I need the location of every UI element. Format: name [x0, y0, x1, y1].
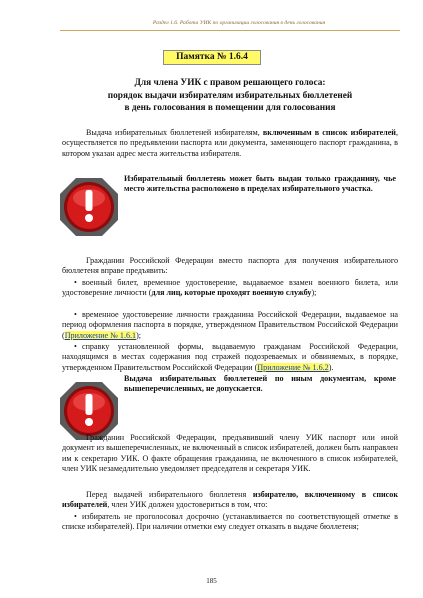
citizens-bullet-1: • военный билет, временное удостоверение, выдаваемое взамен военного билета, или удостоверение личности (для лиц, которые проходят военную службу);	[62, 278, 398, 298]
document-title	[62, 77, 398, 115]
running-header: Раздел 1.6. Работа УИК по организации голосования в день голосования	[152, 20, 326, 26]
unlisted-citizen-paragraph: Гражданин Российской Федерации, предъявивший члену УИК паспорт или иной документ из вышеперечисленных, не включенный в список избирателей, должен быть направлен им к секретарю УИК. О факте обращения гражданина, не включенного в список избирателей, член УИК незамедлительно уведомляет председателя и секретаря УИК.	[62, 433, 398, 474]
title-line-2: порядок выдачи избирателям избирательных бюллетеней	[107, 90, 353, 101]
title-line-1: Для члена УИК с правом решающего голоса:	[134, 78, 326, 88]
page-number: 185	[206, 577, 217, 585]
bullet-marker: •	[74, 512, 77, 521]
title-line-3: в день голосования в помещении для голосования	[124, 103, 336, 113]
verify-bullet-1: • избиратель не проголосовал досрочно (устанавливается по соответствующей отметке в списке избирателей). При наличии отметки ему следует отказать в выдаче бюллетеня;	[62, 512, 398, 532]
before-issuing-paragraph: Перед выдачей избирательного бюллетеня избирателю, включенному в список избирателей, член УИК должен удостовериться в том, что:	[62, 490, 398, 510]
appendix-link-1-6-1[interactable]: Приложение № 1.6.1	[64, 330, 137, 340]
warning-exclamation-icon	[58, 176, 120, 238]
intro-bold: включенным в список избирателей	[262, 128, 396, 137]
citizens-bullet-2: • временное удостоверение личности гражданина Российской Федерации, выдаваемое на период оформления паспорта в порядке, утвержденном Правительством Российской Федерации (Приложение № 1.6.1);	[62, 310, 398, 340]
citizens-intro: Гражданин Российской Федерации вместо паспорта для получения избирательного бюллетеня вправе предъявить:	[62, 256, 398, 276]
warning-1-text: Избирательный бюллетень может быть выдан только гражданину, чье место жительства расположено в пределах избирательного участка.	[124, 174, 396, 194]
bullet-marker: •	[74, 342, 77, 351]
bullet-marker: •	[74, 310, 77, 319]
memo-title: Памятка № 1.6.4	[163, 50, 261, 65]
intro-paragraph: Выдача избирательных бюллетеней избирателям, включенным в список избирателей, осуществляется по предъявлении паспорта или документа, заменяющего паспорт гражданина, в котором указан адрес места жительства избирателя.	[62, 128, 398, 158]
citizens-bullet-3: • справку установленной формы, выдаваемую гражданам Российской Федерации, находящимся в местах содержания под стражей подозреваемых и обвиняемых, в порядке, утвержденном Правительством Российской Федерации (Приложение № 1.6.2).	[62, 342, 398, 372]
warning-2-text: Выдача избирательных бюллетеней по иным документам, кроме вышеперечисленных, не допускается.	[124, 374, 396, 394]
bullet-marker: •	[74, 278, 77, 287]
header-divider	[60, 30, 400, 31]
appendix-link-1-6-2[interactable]: Приложение № 1.6.2	[257, 362, 329, 372]
